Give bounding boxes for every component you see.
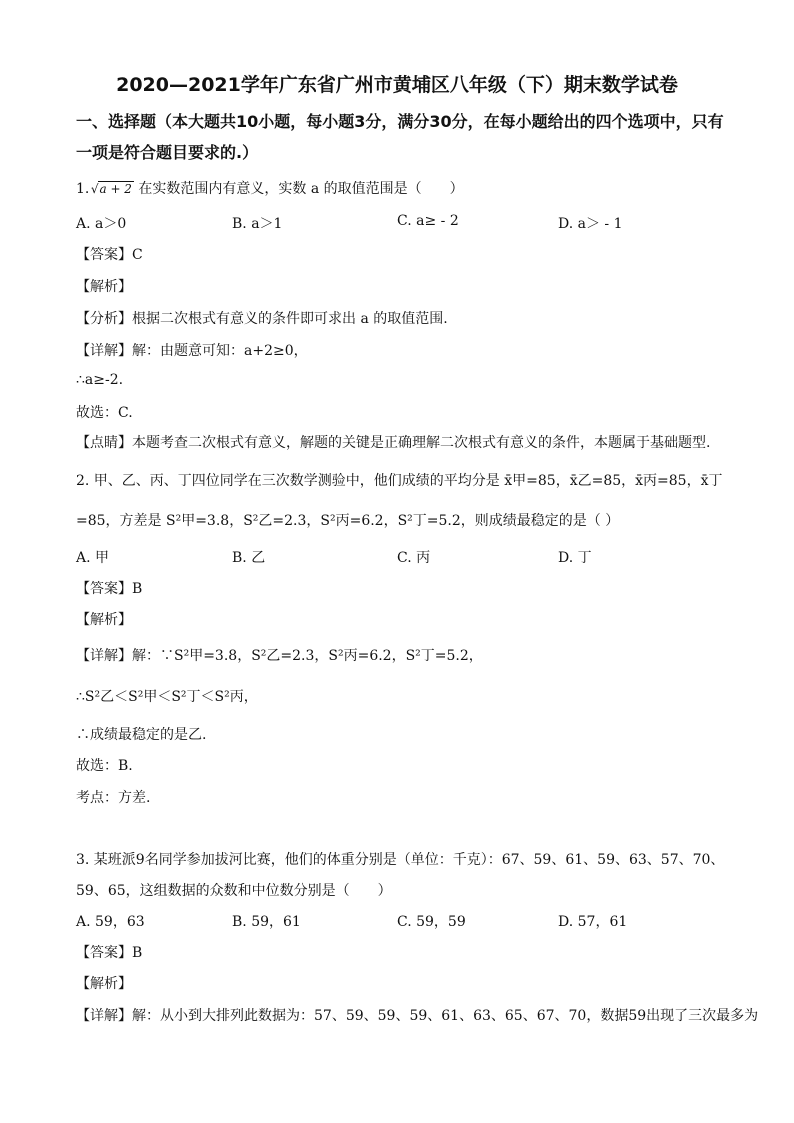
q2-stem-line1: 2. 甲、乙、丙、丁四位同学在三次数学测验中，他们成绩的平均分是 x̄甲=85，x̄乙=85，x̄丙=85，x̄丁 <box>76 473 723 489</box>
section-heading: 一、选择题（本大题共10小题，每小题3分，满分30分，在每小题给出的四个选项中，只有一项是符合题目要求的.） <box>76 112 724 162</box>
q2-choose: 故选：B. <box>76 758 133 774</box>
q2-option-d: D. 丁 <box>558 550 592 566</box>
q3-option-b: B. 59，61 <box>232 914 301 930</box>
q3-stem-line2: 59、65，这组数据的众数和中位数分别是（ ） <box>76 883 392 899</box>
q3-answer: 【答案】B <box>76 945 143 961</box>
q2-option-a: A. 甲 <box>76 550 110 566</box>
q1-step: ∴a≥-2. <box>76 372 124 388</box>
q1-choose: 故选：C. <box>76 405 133 421</box>
q1-detail: 【详解】解：由题意可知：a+2≥0， <box>76 343 308 359</box>
q2-answer: 【答案】B <box>76 581 143 597</box>
q3-option-d: D. 57，61 <box>558 914 628 930</box>
q1-option-a: A. a＞0 <box>76 216 127 232</box>
q1-stem <box>76 178 464 198</box>
q3-stem-line1: 3. 某班派9名同学参加拔河比赛，他们的体重分别是（单位：千克）：67、59、61、59、63、57、70、 <box>76 852 725 868</box>
q1-option-c: C. a≥ - 2 <box>397 213 459 229</box>
q1-answer: 【答案】C <box>76 247 143 263</box>
q1-fenxi: 【分析】根据二次根式有意义的条件即可求出 a 的取值范围. <box>76 311 448 327</box>
q2-point: 考点：方差. <box>76 790 151 806</box>
q3-analysis-label: 【解析】 <box>76 976 132 992</box>
q2-option-c: C. 丙 <box>397 550 431 566</box>
q3-option-c: C. 59，59 <box>397 914 466 930</box>
q2-order: ∴S²乙＜S²甲＜S²丁＜S²丙， <box>76 689 258 705</box>
q1-option-d: D. a＞ - 1 <box>558 216 623 232</box>
q2-stem-line2: =85，方差是 S²甲=3.8，S²乙=2.3，S²丙=6.2，S²丁=5.2，则成绩最稳定的是（ ） <box>76 513 620 529</box>
q1-analysis-label: 【解析】 <box>76 279 132 295</box>
q2-conclusion: ∴成绩最稳定的是乙. <box>76 727 207 743</box>
q3-detail: 【详解】解：从小到大排列此数据为：57、59、59、59、61、63、65、67、70，数据59出现了三次最多为 <box>76 1008 759 1024</box>
q2-option-b: B. 乙 <box>232 550 266 566</box>
q1-option-b: B. a＞1 <box>232 216 283 232</box>
q2-detail: 【详解】解：∵S²甲=3.8，S²乙=2.3，S²丙=6.2，S²丁=5.2， <box>76 648 483 664</box>
page-title: 2020—2021学年广东省广州市黄埔区八年级（下）期末数学试卷 <box>116 74 678 96</box>
q3-option-a: A. 59，63 <box>76 914 145 930</box>
q1-stem-text: 在实数范围内有意义，实数 a 的取值范围是（ ） <box>138 181 464 197</box>
q1-radical: √ a + 2 <box>98 181 134 196</box>
q1-number: 1. <box>76 181 90 197</box>
q2-analysis-label: 【解析】 <box>76 612 132 628</box>
q1-comment: 【点睛】本题考查二次根式有意义，解题的关键是正确理解二次根式有意义的条件，本题属于基础题型. <box>76 435 711 451</box>
